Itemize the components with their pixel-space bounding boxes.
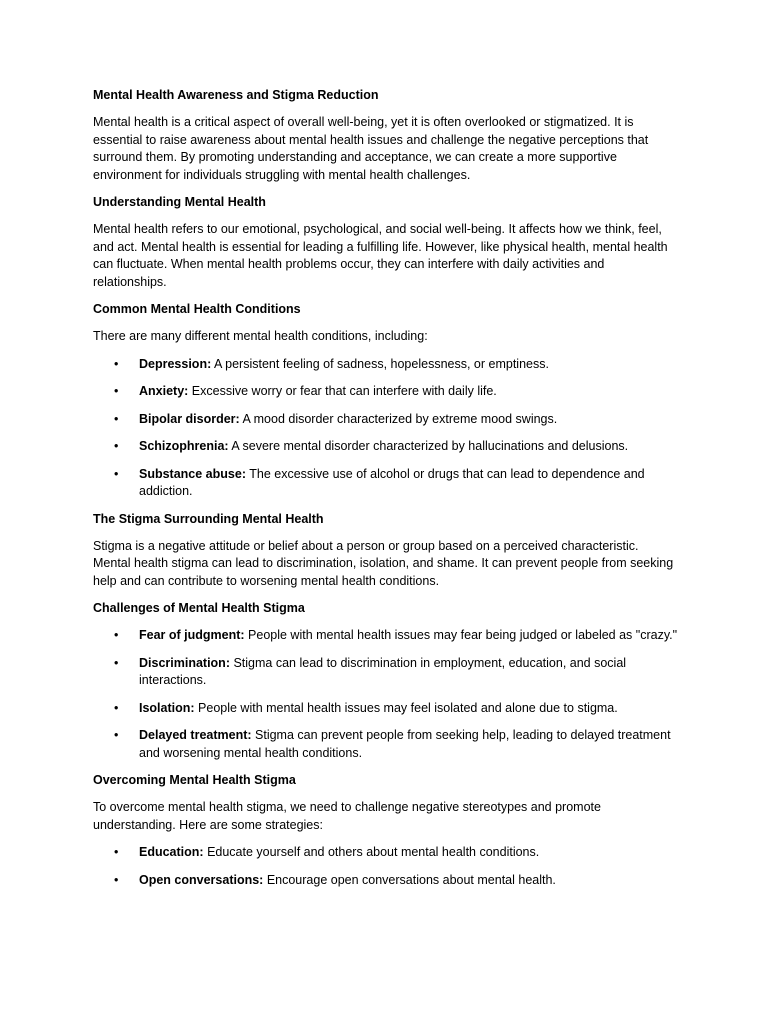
list-item — [93, 466, 678, 501]
bullet-list — [93, 356, 678, 501]
list-item-text: A severe mental disorder characterized by hallucinations and delusions. — [228, 439, 629, 453]
list-item-text: Educate yourself and others about mental health conditions. — [203, 845, 540, 859]
bullet-list — [93, 844, 678, 889]
bullet-icon: • — [114, 466, 119, 481]
bullet-icon: • — [114, 384, 119, 398]
section-common-conditions — [93, 301, 678, 501]
section-challenges — [93, 600, 678, 762]
list-item-text: People with mental health issues may feel isolated and alone due to stigma. — [194, 700, 618, 715]
list-item-term: Fear of judgment: — [139, 628, 245, 642]
bullet-icon: • — [114, 845, 119, 859]
list-item-term: Education: — [139, 845, 204, 859]
list-item — [93, 872, 678, 890]
section-heading: Common Mental Health Conditions — [93, 302, 301, 316]
list-item-text: Stigma can prevent people from seeking help, leading to delayed treatment and worsening mental health conditions. — [139, 728, 671, 760]
list-item-term: Substance abuse: — [139, 466, 246, 481]
list-item — [93, 655, 678, 690]
bullet-icon: • — [114, 356, 119, 371]
section-heading: Overcoming Mental Health Stigma — [93, 773, 296, 787]
section-paragraph: To overcome mental health stigma, we need to challenge negative stereotypes and promote understanding. Here are some strategies: — [93, 800, 601, 832]
list-item — [93, 627, 678, 645]
list-item-term: Depression: — [139, 356, 212, 371]
list-item-term: Bipolar disorder: — [139, 411, 240, 426]
list-item-text: Excessive worry or fear that can interfere with daily life. — [188, 384, 497, 398]
section-paragraph: There are many different mental health conditions, including: — [93, 329, 428, 343]
bullet-icon: • — [114, 655, 119, 670]
list-item-term: Open conversations: — [139, 872, 264, 887]
list-item-term: Schizophrenia: — [139, 439, 229, 453]
list-item — [93, 844, 678, 862]
section-heading: The Stigma Surrounding Mental Health — [93, 511, 324, 526]
list-item-text: Encourage open conversations about mental health. — [263, 872, 556, 887]
bullet-icon: • — [114, 439, 119, 453]
list-item-text: People with mental health issues may fear being judged or labeled as "crazy." — [244, 628, 678, 642]
bullet-list — [93, 627, 678, 762]
section-stigma — [93, 511, 678, 591]
list-item-text: Stigma can lead to discrimination in employment, education, and social interactions. — [139, 655, 627, 687]
list-item-text: A mood disorder characterized by extreme mood swings. — [239, 411, 558, 426]
list-item — [93, 727, 678, 762]
section-paragraph: Stigma is a negative attitude or belief about a person or group based on a perceived characteristic. Mental health stigma can lead to discrimination, isolation, and shame. It can prevent people from seeking help and can contribute to worsening mental health conditions. — [93, 538, 674, 588]
intro-paragraph: Mental health is a critical aspect of overall well-being, yet it is often overlooked or stigmatized. It is essential to raise awareness about mental health issues and challenge the negative perceptions that surround them. By promoting understanding and acceptance, we can create a more supportive environment for individuals struggling with mental health challenges. — [93, 115, 649, 182]
section-heading: Understanding Mental Health — [93, 195, 266, 209]
bullet-icon: • — [114, 628, 119, 642]
section-heading: Challenges of Mental Health Stigma — [93, 601, 305, 615]
section-paragraph: Mental health refers to our emotional, psychological, and social well-being. It affects how we think, feel, and act. Mental health is essential for leading a fulfilling life. However, like physical health, mental health can fluctuate. When mental health problems occur, they can interfere with daily activities and relationships. — [93, 222, 668, 289]
bullet-icon: • — [114, 700, 119, 715]
list-item-term: Discrimination: — [139, 655, 230, 670]
bullet-icon: • — [114, 728, 119, 742]
bullet-icon: • — [114, 411, 119, 426]
list-item — [93, 700, 678, 718]
list-item-term: Anxiety: — [139, 384, 189, 398]
document-title: Mental Health Awareness and Stigma Reduction — [93, 88, 379, 102]
list-item-term: Delayed treatment: — [139, 728, 252, 742]
section-overcoming — [93, 772, 678, 889]
list-item-text: The excessive use of alcohol or drugs that can lead to dependence and addiction. — [139, 466, 645, 498]
section-understanding — [93, 194, 678, 291]
list-item — [93, 383, 678, 401]
list-item-term: Isolation: — [139, 700, 195, 715]
list-item — [93, 438, 678, 456]
bullet-icon: • — [114, 872, 119, 887]
list-item — [93, 356, 678, 374]
list-item — [93, 411, 678, 429]
list-item-text: A persistent feeling of sadness, hopelessness, or emptiness. — [211, 356, 549, 371]
